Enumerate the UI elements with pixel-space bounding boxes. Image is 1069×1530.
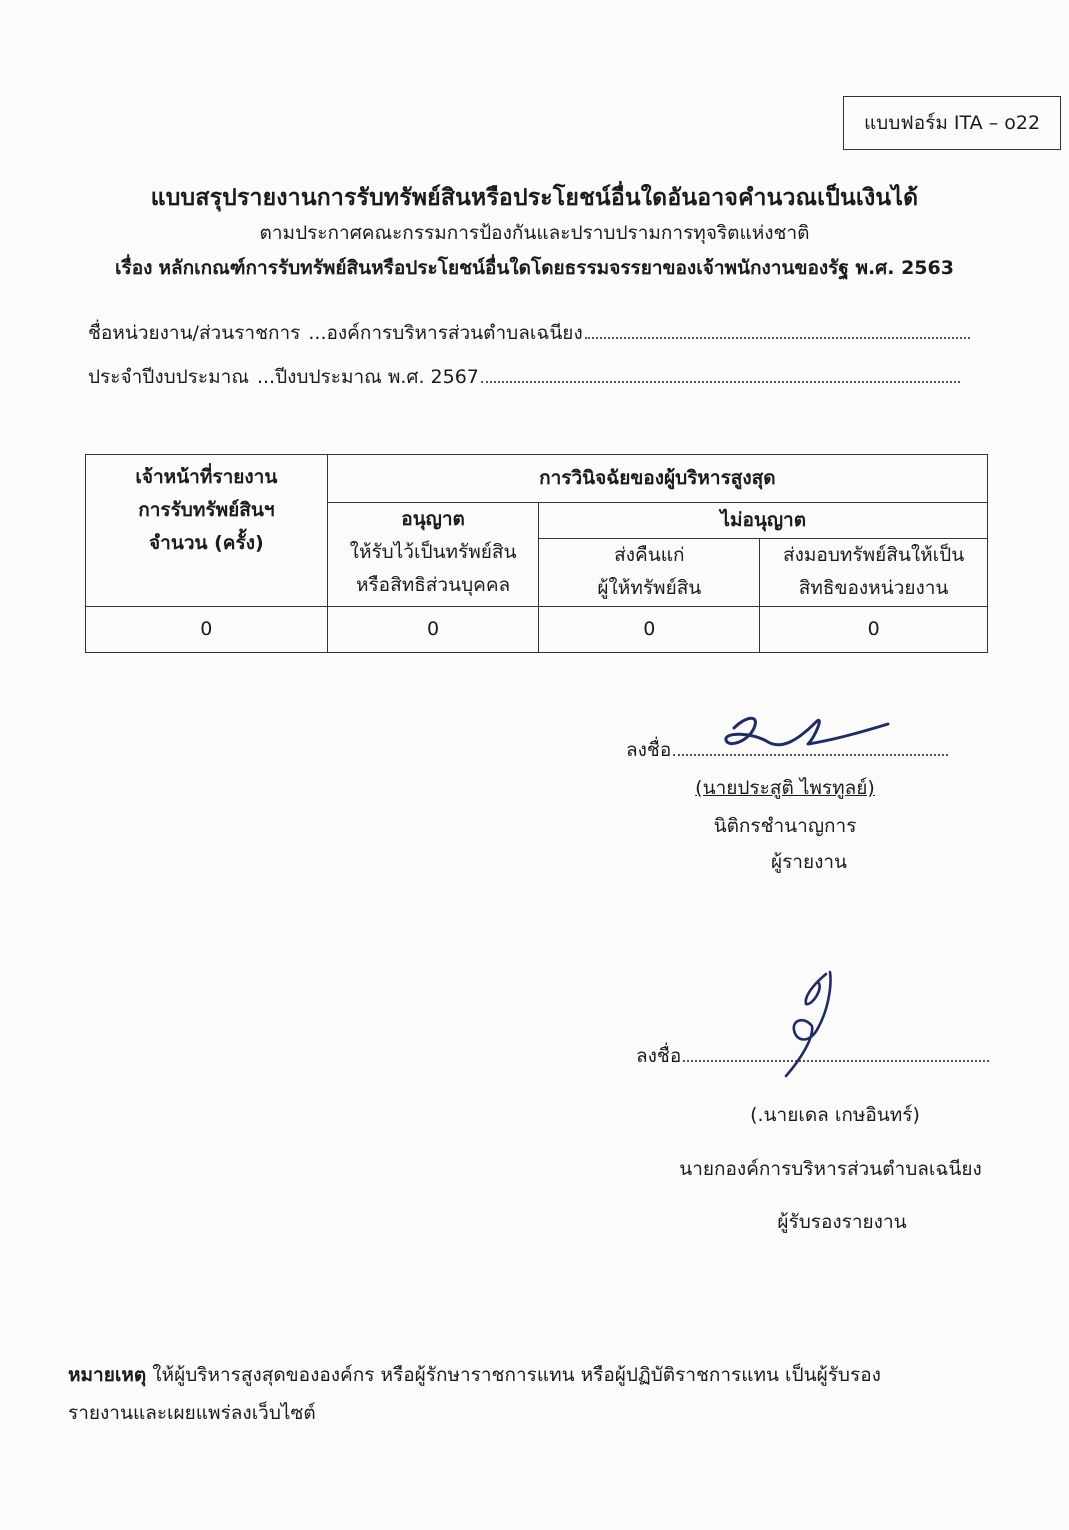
officer-header-line-1: เจ้าหน้าที่รายงาน [135, 466, 278, 488]
form-code-box [843, 96, 1061, 150]
signature2-name: (.นายเดล เกษอินทร์) [750, 1104, 920, 1126]
transfer-cell [760, 539, 988, 607]
summary-table [85, 454, 988, 653]
year-label: ประจำปีงบประมาณ [88, 366, 249, 388]
value-officer-count: 0 [86, 607, 328, 653]
approve-cell [327, 503, 539, 607]
value-transfer: 0 [760, 607, 988, 653]
document-subject [0, 253, 1069, 283]
signature2-label: ลงชื่อ [636, 1045, 682, 1067]
signature1-role: ผู้รายงาน [770, 851, 848, 873]
signature1-image [712, 706, 892, 756]
officer-header-line-2: การรับทรัพย์สินฯ [138, 499, 275, 521]
signature1-label: ลงชื่อ [626, 739, 672, 761]
signature2-position: นายกองค์การบริหารส่วนตำบลเฉนียง [679, 1158, 982, 1180]
signature1-name: (นายประสูติ ไพรทูลย์) [695, 777, 875, 799]
return-sub-line-1: ส่งคืนแก่ [614, 544, 685, 566]
approve-sub-line-1: ให้รับไว้เป็นทรัพย์สิน [349, 541, 517, 563]
value-return: 0 [539, 607, 760, 653]
agency-dotted-line [585, 336, 970, 339]
approve-header: อนุญาต [401, 508, 465, 530]
approve-sub-line-2: หรือสิทธิส่วนบุคคล [355, 574, 511, 596]
agency-field [88, 318, 970, 348]
year-dotted-line [481, 380, 960, 383]
transfer-sub-line-1: ส่งมอบทรัพย์สินให้เป็น [783, 544, 965, 566]
footnote-line-1 [68, 1356, 998, 1394]
year-field [88, 362, 960, 392]
subject-lead: เรื่อง [115, 257, 153, 279]
return-cell [539, 539, 760, 607]
agency-label: ชื่อหน่วยงาน/ส่วนราชการ [88, 322, 301, 344]
agency-value: ...องค์การบริหารส่วนตำบลเฉนียง [308, 322, 583, 344]
year-value: ...ปีงบประมาณ พ.ศ. 2567 [256, 366, 479, 388]
value-approve: 0 [327, 607, 539, 653]
deny-header: ไม่อนุญาต [539, 503, 988, 539]
decision-header: การวินิจฉัยของผู้บริหารสูงสุด [327, 455, 987, 503]
signature2-role: ผู้รับรองรายงาน [777, 1211, 907, 1233]
officer-header-line-3: จำนวน (ครั้ง) [149, 532, 264, 554]
footnote-text-1: ให้ผู้บริหารสูงสุดขององค์กร หรือผู้รักษาราชการแทน หรือผู้ปฏิบัติราชการแทน เป็นผู้รับรอง [152, 1364, 881, 1386]
footnote-text-2: รายงานและเผยแพร่ลงเว็บไซต์ [68, 1402, 316, 1424]
officer-header-cell [86, 455, 328, 607]
signature2-image [770, 966, 860, 1081]
footnote [68, 1356, 998, 1432]
document-title: แบบสรุปรายงานการรับทรัพย์สินหรือประโยชน์อื่นใดอันอาจคำนวณเป็นเงินได้ [150, 185, 919, 211]
form-code: แบบฟอร์ม ITA – o22 [863, 112, 1041, 134]
signature1-position: นิติกรชำนาญการ [713, 815, 857, 837]
subject-text: หลักเกณฑ์การรับทรัพย์สินหรือประโยชน์อื่นใดโดยธรรมจรรยาของเจ้าพนักงานของรัฐ พ.ศ. 2563 [158, 257, 954, 279]
document-subtitle: ตามประกาศคณะกรรมการป้องกันและปราบปรามการทุจริตแห่งชาติ [259, 222, 810, 244]
footnote-lead: หมายเหตุ [68, 1364, 147, 1386]
return-sub-line-2: ผู้ให้ทรัพย์สิน [597, 577, 702, 599]
transfer-sub-line-2: สิทธิของหน่วยงาน [798, 577, 949, 599]
